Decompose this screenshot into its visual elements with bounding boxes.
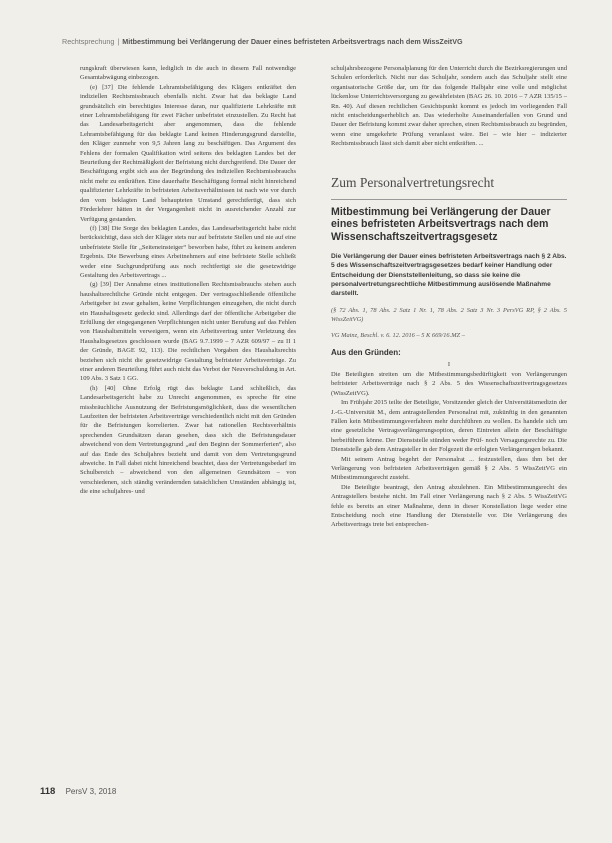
left-column xyxy=(80,64,296,497)
page-footer xyxy=(40,786,116,797)
running-header xyxy=(62,37,562,46)
article-paragraph: Die Beteiligte beantragt, den Antrag abzulehnen. Ein Mitbestimmungsrecht des Antragstellers bestehe nicht. Im Fall einer Verlängerung nach § 2 Abs. 5 WissZeitVG fehle es bereits an einer Maßnahme, denn in dieser Konstellation liege weder eine Entscheidung noch eine Handlung der Dienststelle vor. Die Verlängerung des Arbeitsvertrags trete bei entsprechen- xyxy=(331,483,567,529)
page-number: 118 xyxy=(40,786,56,797)
left-paragraph: (e) [37] Die fehlende Lehramtsbefähigung des Klägers entkräftet den indiziellen Rechtsmissbrauch ebenfalls nicht. Zwar hat das beklagte Land grundsätzlich ein berechtigtes Interesse daran, nur qualifizierte Lehrkräfte mit einer Lehramtsbefähigung für zwei Fächer unbefristet einzustellen. Zu Recht hat das Landesarbeitsgericht aber angenommen, dass die fehlende Lehramtsbefähigung für das beklagte Land keinen Hinderungsgrund darstellte, den Kläger zunmehr von 9,5 Jahren lang zu beschäftigen. Das Argument des Fehlens der formalen Qualifikation wird seitens des beklagten Landes bei der Beurteilung der Rechtmäßigkeit der Befristung nicht durchgreifend. Die Dauer der Beschäftigung ergibt sich aus der Begründung des indiziellen Rechtsmissbrauchs nicht mehr zu entkräften. Eine dauerhafte Beschäftigung formal nicht hinreichend qualifizierter Lehrkräfte in befristeten Arbeitsverhältnissen ist nach wie vor durch den vom beklagten Land behaupteten Umstand gerechtfertigt, dass sich Förderlehrer hätten in der Vergangenheit nicht in ausreichender Anzahl zur Verfügung gestanden. xyxy=(80,83,296,223)
article-lead: Die Verlängerung der Dauer eines befristeten Arbeitsvertrags nach § 2 Abs. 5 des Wissenschaftszeitvertragsgesetzes bedarf keiner Handlung oder Entscheidung der Dienststellenleitung, so dass sie keine die personalvertretungsrechtliche Mitbestimmung auslösende Maßnahme darstellt. xyxy=(331,253,567,297)
journal-info: PersV 3, 2018 xyxy=(65,787,117,796)
article-paragraph: Mit seinem Antrag begehrt der Personalrat ... festzustellen, dass ihm bei der Verlängerung von befristeten Arbeitsverträgen gemäß § 2 Abs. 5 WissZeitVG ein Mitbestimmungsrecht zusteht. xyxy=(331,455,567,482)
left-paragraph: (f) [38] Die Sorge des beklagten Landes, das Landesarbeitsgericht habe nicht berücksichtigt, dass sich der Kläger stets nur auf befristete Stellen und nie auf eine unbefristete Stelle für „Seiteneinsteiger“ beworben habe, führt zu keinem anderen Ergebnis. Die Bewerbung eines Arbeitnehmers auf eine befristete Stelle schließt weder eine Suchgrundprüfung aus noch rechtfertigt sie die gesetzwidrige Gestaltung des Arbeitsvertrags ... xyxy=(80,224,296,279)
grounds-heading: Aus den Gründen: xyxy=(331,348,401,358)
article-court: VG Mainz, Beschl. v. 6. 12. 2016 – 5 K 669/16.MZ – xyxy=(331,332,465,340)
header-title: Mitbestimmung bei Verlängerung der Dauer eines befristeten Arbeitsvertrags nach dem WissZeitVG xyxy=(122,37,463,46)
article-headline: Mitbestimmung bei Verlängerung der Dauer eines befristeten Arbeitsvertrags nach dem Wissenschaftszeitvertragsgesetz xyxy=(331,205,551,243)
section-heading: Zum Personalvertretungsrecht xyxy=(331,174,495,190)
right-column xyxy=(331,64,567,530)
left-paragraph: (h) [40] Ohne Erfolg rügt das beklagte Land schließlich, das Landesarbeitsgericht habe zu Unrecht angenommen, es spreche für eine missbräuchliche Ausnutzung der Befristungsmöglichkeit, dass die wesentlichen Laufzeiten der befristeten Arbeitsverträge verschiedentlich nicht mit den Gründen für die Befristungen korrelierten. Zwar hat rationellen Rechtsverhältnis sprechenden Grundsätzen daran gesehen, dass sich die Befristungsdauer abweichend von dem Vertretungsgrund „auf den Beginn der Sommerferien“, also auf das Ende des Schuljahres bezieht und damit von dem Vertretungsgrund abweiche. In Fall dabei nicht hinreichend beachtet, dass der Vertretungsbedarf im Schulbereich – abweichend von den allgemeinen Grundsätzen – von verschiedenen, sich ständig verändernden tatsächlichen Umständen abhängig ist, die eine schuljahres- und xyxy=(80,384,296,496)
left-paragraph: (g) [39] Der Annahme eines institutionellen Rechtsmissbrauchs stehen auch haushaltsrechtliche Gründe nicht entgegen. Der vertragsschließende öffentliche Arbeitgeber ist zwar gehalten, keine Verpflichtungen einzugehen, die nicht durch ein Haushaltsgesetz gedeckt sind. Allerdings darf der öffentliche Arbeitgeber die Erfüllung der eingegangenen Verpflichtungen nicht unter Berufung auf das Fehlen von Haushaltsmitteln verweigern, wenn ein Arbeitsvertrag unter Verletzung des Haushaltsgesetzes geschlossen wurde (BAG 9.7.1999 – 7 AZR 609/97 – zu II 1 der Gründe, BAGE 92, 113). Die rechtlichen Vorgaben des Haushaltsrechts beziehen sich nicht die gesetzwidrige Gestaltung befristeter Arbeitsverträge. Zu einer anderen Beurteilung führt auch nicht das Verbot der Neuverschuldung in Art. 109 Abs. 3 Satz 1 GG. xyxy=(80,281,296,383)
left-paragraph: rungskraft überwiesen kann, lediglich in die auch in diesem Fall notwendige Gesamtabwägung einbezogen. xyxy=(80,65,296,82)
roman-numeral: I xyxy=(447,360,451,368)
right-top-paragraph: schuljahrsbezogene Personalplanung für den Unterricht durch die Bezirksregierungen und Schulen erforderlich. Nicht nur das Schuljahr, sondern auch das Schuljahr stellt eine organisatorische Größe dar, um für das folgende Halbjahr eine volle und möglichst lückenlose Unterrichtsversorgung zu gewährleisten (BAG 26. 10. 2016 – 7 AZR 135/15 – Rn. 40). Auf diesen rechtlichen Gesichtspunkt kommt es jedoch im vorliegenden Fall nicht entscheidungserheblich an. Das wiederholte Auseinanderfallen von Grund und Dauer der Befristung kommt zwar daher sprechen, einen Rechtsmissbrauch zu begründen, wenn eine umgekehrte Prüfung veranlasst wäre. Bei – wie hier – indizierter Rechtsmissbrauch lässt sich damit aber nicht entkräften. ... xyxy=(331,65,567,148)
header-separator: | xyxy=(117,37,120,46)
article-paragraph: Die Beteiligten streiten um die Mitbestimmungsbedürftigkeit von Verlängerungen befristeter Arbeitsverträge nach § 2 Abs. 5 des Wissenschaftszeitvertragsgesetzes (WissZeitVG). xyxy=(331,370,567,397)
article-norms: (§ 72 Abs. 1, 78 Abs. 2 Satz 1 Nr. 1, 78 Abs. 2 Satz 3 Nr. 3 PersVG RP, § 2 Abs. 5 WissZeitVG) xyxy=(331,307,567,324)
header-category: Rechtsprechung xyxy=(62,37,115,46)
section-divider xyxy=(331,199,567,200)
article-paragraph: Im Frühjahr 2015 teilte der Beteiligte, Vorsitzender gleich der Universitätsmedizin der J.-G.-Universität M., dem antragstellenden Personalrat mit, zukünftig in den genannten Fällen kein Mitbestimmungsverfahren mehr durchführen zu wollen. Es handele sich um eine gesetzliche Vertragsverlängerungsoption, deren Eintreten allein der Beschäftigte herbeiführen könne. Der Dienststelle stünden weder Prüf- noch Versagungsrechte zu. Die Dienststelle gab dem Antragsteller in der Folgezeit die erfolgten Verlängerungen bekannt. xyxy=(331,399,567,454)
